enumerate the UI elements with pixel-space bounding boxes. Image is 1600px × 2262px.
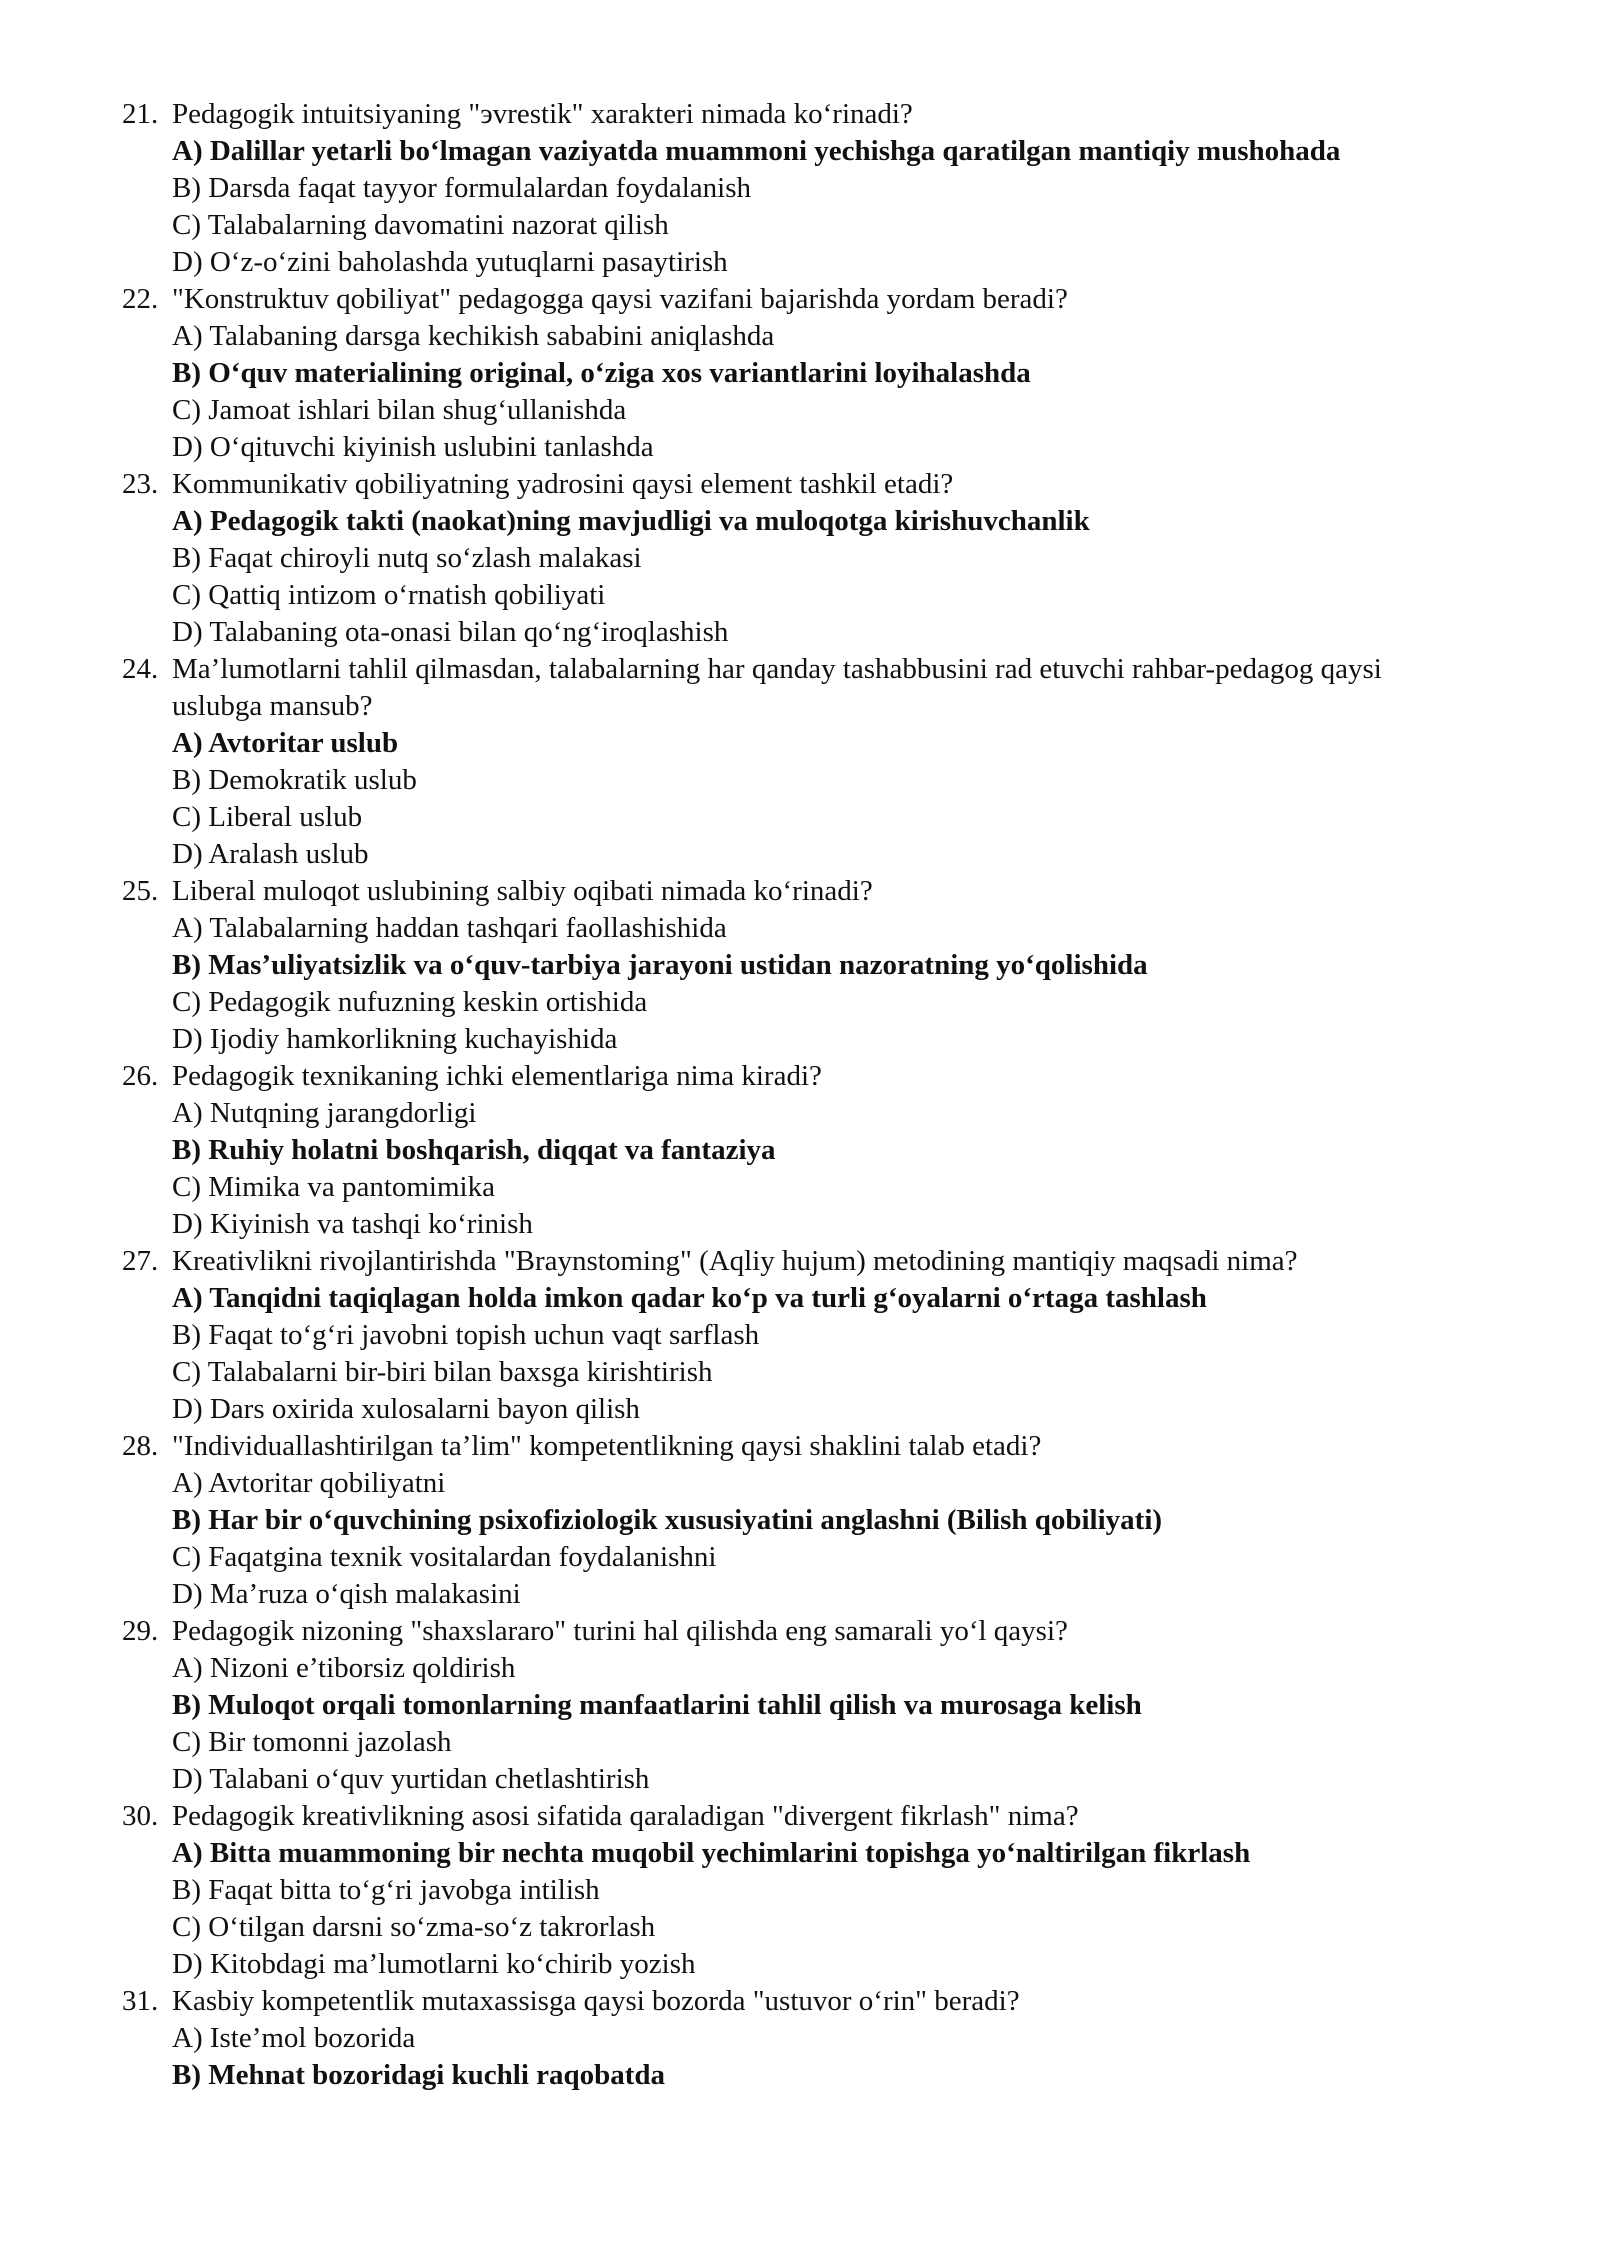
question-heading [0,1798,1600,1835]
question-text: Kommunikativ qobiliyatning yadrosini qaysi element tashkil etadi? [172,468,954,500]
answer-option: C) Bir tomonni jazolash [172,1726,452,1758]
answer-option: C) Liberal uslub [172,801,363,833]
question-number: 22. [122,283,159,315]
answer-option: B) Faqat bitta to‘g‘ri javobga intilish [172,1874,600,1906]
answer-option: C) Qattiq intizom o‘rnatish qobiliyati [172,579,606,611]
answer-option: A) Nutqning jarangdorligi [172,1097,477,1129]
question-number: 28. [122,1430,159,1462]
question-text: "Individuallashtirilgan ta’lim" kompetentlikning qaysi shaklini talab etadi? [172,1430,1042,1462]
correct-answer-option: B) Har bir o‘quvchining psixofiziologik xususiyatini anglashni (Bilish qobiliyati) [172,1504,1163,1536]
answer-option: D) O‘qituvchi kiyinish uslubini tanlashda [172,431,654,463]
correct-answer-option: A) Dalillar yetarli bo‘lmagan vaziyatda muammoni yechishga qaratilgan mantiqiy mushohada [172,135,1341,167]
answer-option: D) Ijodiy hamkorlikning kuchayishida [172,1023,618,1055]
correct-answer-option: B) Ruhiy holatni boshqarish, diqqat va fantaziya [172,1134,776,1166]
question-block [0,873,1600,1058]
question-block [0,466,1600,651]
question-block [0,1798,1600,1983]
question-block [0,1428,1600,1613]
answer-option: B) Faqat to‘g‘ri javobni topish uchun vaqt sarflash [172,1319,760,1351]
answer-option: C) Pedagogik nufuzning keskin ortishida [172,986,648,1018]
answer-option: B) Darsda faqat tayyor formulalardan foydalanish [172,172,751,204]
answer-option: D) Talabaning ota-onasi bilan qo‘ng‘iroqlashish [172,616,729,648]
question-number: 24. [122,653,159,685]
answer-option: D) Dars oxirida xulosalarni bayon qilish [172,1393,640,1425]
question-text: Ma’lumotlarni tahlil qilmasdan, talabalarning har qanday tashabbusini rad etuvchi rahbar-pedagog qaysi uslubga mansub? [172,653,1382,722]
answer-option: C) O‘tilgan darsni so‘zma-so‘z takrorlash [172,1911,656,1943]
question-text: Liberal muloqot uslubining salbiy oqibati nimada ko‘rinadi? [172,875,873,907]
correct-answer-option: A) Avtoritar uslub [172,727,399,759]
answer-option: B) Demokratik uslub [172,764,417,796]
question-heading [0,1983,1600,2020]
question-number: 30. [122,1800,159,1832]
answer-option: D) Talabani o‘quv yurtidan chetlashtirish [172,1763,650,1795]
question-heading [0,281,1600,318]
answer-option: D) Aralash uslub [172,838,369,870]
answer-option: A) Talabaning darsga kechikish sababini aniqlashda [172,320,775,352]
question-heading [0,1613,1600,1650]
question-heading [0,96,1600,133]
answer-option: A) Talabalarning haddan tashqari faollashishida [172,912,727,944]
correct-answer-option: A) Bitta muammoning bir nechta muqobil yechimlarini topishga yo‘naltirilgan fikrlash [172,1837,1251,1869]
question-number: 23. [122,468,159,500]
answer-option: C) Faqatgina texnik vositalardan foydalanishni [172,1541,717,1573]
correct-answer-option: B) O‘quv materialining original, o‘ziga xos variantlarini loyihalashda [172,357,1031,389]
correct-answer-option: B) Mehnat bozoridagi kuchli raqobatda [172,2059,666,2091]
question-text: Pedagogik nizoning "shaxslararo" turini hal qilishda eng samarali yo‘l qaysi? [172,1615,1068,1647]
question-block [0,1983,1600,2094]
question-heading [0,873,1600,910]
question-text: Kasbiy kompetentlik mutaxassisga qaysi bozorda "ustuvor o‘rin" beradi? [172,1985,1020,2017]
correct-answer-option: B) Mas’uliyatsizlik va o‘quv-tarbiya jarayoni ustidan nazoratning yo‘qolishida [172,949,1148,981]
answer-option: D) Kitobdagi ma’lumotlarni ko‘chirib yozish [172,1948,696,1980]
question-number: 26. [122,1060,159,1092]
question-heading [0,1243,1600,1280]
correct-answer-option: A) Pedagogik takti (naokat)ning mavjudligi va muloqotga kirishuvchanlik [172,505,1090,537]
question-text: Pedagogik kreativlikning asosi sifatida qaraladigan "divergent fikrlash" nima? [172,1800,1079,1832]
question-number: 29. [122,1615,159,1647]
question-text: Kreativlikni rivojlantirishda "Braynstoming" (Aqliy hujum) metodining mantiqiy maqsadi nima? [172,1245,1298,1277]
question-heading [0,1058,1600,1095]
question-heading [0,466,1600,503]
answer-option: D) O‘z-o‘zini baholashda yutuqlarni pasaytirish [172,246,728,278]
correct-answer-option: B) Muloqot orqali tomonlarning manfaatlarini tahlil qilish va murosaga kelish [172,1689,1142,1721]
question-number: 27. [122,1245,159,1277]
question-block [0,96,1600,281]
question-block [0,651,1600,873]
answer-option: D) Kiyinish va tashqi ko‘rinish [172,1208,533,1240]
answer-option: A) Nizoni e’tiborsiz qoldirish [172,1652,516,1684]
answer-option: C) Mimika va pantomimika [172,1171,495,1203]
question-heading [0,651,1600,725]
question-block [0,1243,1600,1428]
answer-option: C) Talabalarning davomatini nazorat qilish [172,209,669,241]
answer-option: A) Avtoritar qobiliyatni [172,1467,446,1499]
question-block [0,1613,1600,1798]
answer-option: D) Ma’ruza o‘qish malakasini [172,1578,521,1610]
correct-answer-option: A) Tanqidni taqiqlagan holda imkon qadar ko‘p va turli g‘oyalarni o‘rtaga tashlash [172,1282,1207,1314]
question-number: 25. [122,875,159,907]
question-block [0,281,1600,466]
question-text: "Konstruktuv qobiliyat" pedagogga qaysi vazifani bajarishda yordam beradi? [172,283,1068,315]
answer-option: B) Faqat chiroyli nutq so‘zlash malakasi [172,542,642,574]
question-text: Pedagogik intuitsiyaning "эvrestik" xarakteri nimada ko‘rinadi? [172,98,913,130]
question-number: 31. [122,1985,159,2017]
question-heading [0,1428,1600,1465]
answer-option: C) Jamoat ishlari bilan shug‘ullanishda [172,394,627,426]
answer-option: A) Iste’mol bozorida [172,2022,416,2054]
answer-option: C) Talabalarni bir-biri bilan baxsga kirishtirish [172,1356,713,1388]
question-list [0,96,1600,2094]
question-text: Pedagogik texnikaning ichki elementlariga nima kiradi? [172,1060,822,1092]
question-block [0,1058,1600,1243]
question-number: 21. [122,98,159,130]
